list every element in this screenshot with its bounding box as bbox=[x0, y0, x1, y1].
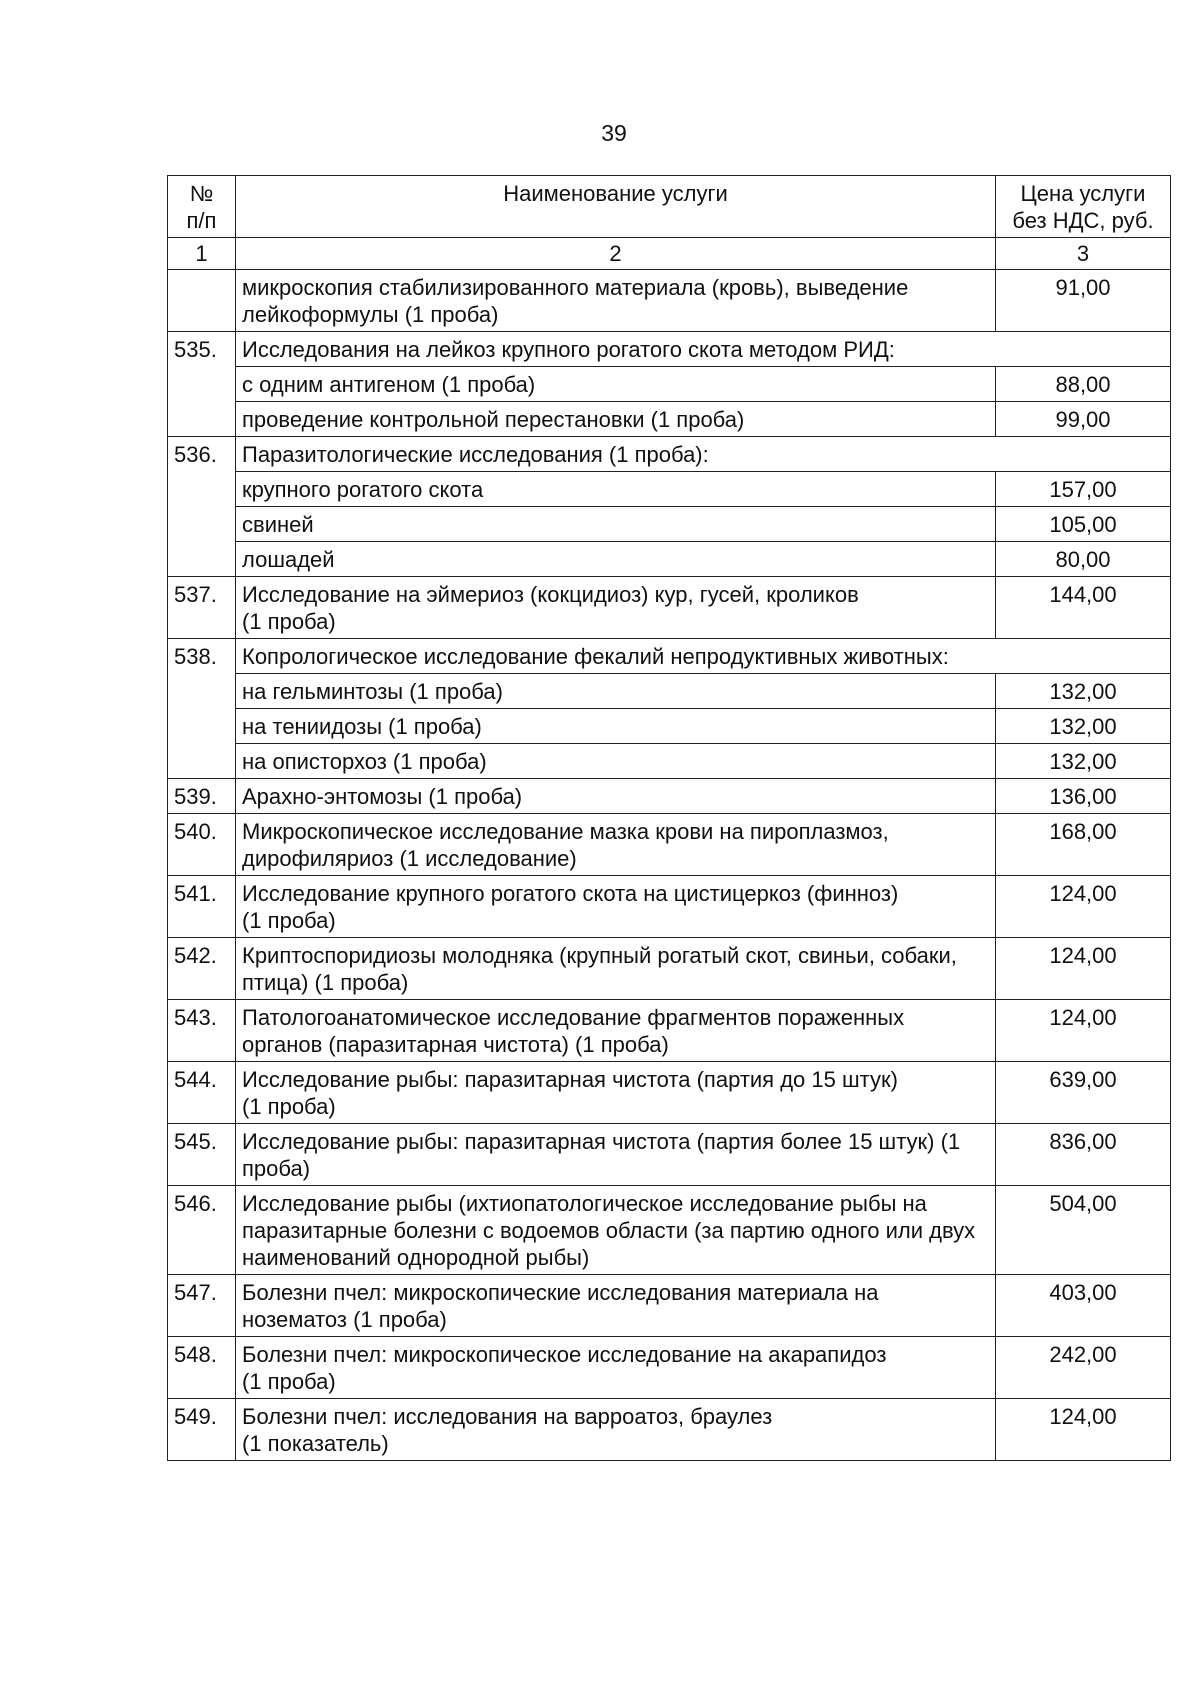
row-number: 544. bbox=[168, 1062, 236, 1124]
service-price: 88,00 bbox=[996, 367, 1171, 402]
service-name: Исследование рыбы: паразитарная чистота (партия более 15 штук) (1 проба) bbox=[236, 1124, 996, 1186]
header-num: № п/п bbox=[168, 176, 236, 238]
service-name: Микроскопическое исследование мазка крови на пироплазмоз, дирофиляриоз (1 исследование) bbox=[236, 814, 996, 876]
row-number: 543. bbox=[168, 1000, 236, 1062]
service-name: микроскопия стабилизированного материала (кровь), выведение лейкоформулы (1 проба) bbox=[236, 270, 996, 332]
table-subrow bbox=[168, 367, 1171, 402]
row-number: 537. bbox=[168, 577, 236, 639]
row-number: 536. bbox=[168, 437, 236, 577]
service-name: Арахно-энтомозы (1 проба) bbox=[236, 779, 996, 814]
table-row bbox=[168, 1186, 1171, 1275]
service-name: на тениидозы (1 проба) bbox=[236, 709, 996, 744]
row-number: 539. bbox=[168, 779, 236, 814]
service-name: на описторхоз (1 проба) bbox=[236, 744, 996, 779]
table-body bbox=[168, 176, 1171, 1461]
column-number: 2 bbox=[236, 238, 996, 270]
service-name: на гельминтозы (1 проба) bbox=[236, 674, 996, 709]
table-subrow bbox=[168, 507, 1171, 542]
row-number bbox=[168, 270, 236, 332]
header-price: Цена услуги без НДС, руб. bbox=[996, 176, 1171, 238]
service-price: 132,00 bbox=[996, 709, 1171, 744]
service-price: 91,00 bbox=[996, 270, 1171, 332]
service-price: 132,00 bbox=[996, 744, 1171, 779]
service-price: 124,00 bbox=[996, 1399, 1171, 1461]
column-number: 1 bbox=[168, 238, 236, 270]
service-name: Исследование рыбы (ихтиопатологическое исследование рыбы на паразитарные болезни с водоемов области (за партию одного или двух наименований однородной рыбы) bbox=[236, 1186, 996, 1275]
service-name: лошадей bbox=[236, 542, 996, 577]
service-name: Болезни пчел: микроскопические исследования материала на нозематоз (1 проба) bbox=[236, 1275, 996, 1337]
service-price: 157,00 bbox=[996, 472, 1171, 507]
table-row bbox=[168, 437, 1171, 472]
column-number: 3 bbox=[996, 238, 1171, 270]
row-number: 546. bbox=[168, 1186, 236, 1275]
price-table bbox=[167, 175, 1171, 1461]
table-subrow bbox=[168, 402, 1171, 437]
row-number: 540. bbox=[168, 814, 236, 876]
table-subrow bbox=[168, 744, 1171, 779]
table-row bbox=[168, 779, 1171, 814]
row-number: 535. bbox=[168, 332, 236, 437]
table-row bbox=[168, 270, 1171, 332]
service-price: 639,00 bbox=[996, 1062, 1171, 1124]
table-row bbox=[168, 1275, 1171, 1337]
table-row bbox=[168, 1337, 1171, 1399]
service-price: 124,00 bbox=[996, 1000, 1171, 1062]
service-name: Болезни пчел: микроскопическое исследование на акарапидоз (1 проба) bbox=[236, 1337, 996, 1399]
table-subrow bbox=[168, 542, 1171, 577]
service-price: 132,00 bbox=[996, 674, 1171, 709]
service-price: 124,00 bbox=[996, 876, 1171, 938]
table-row bbox=[168, 814, 1171, 876]
group-heading: Исследования на лейкоз крупного рогатого скота методом РИД: bbox=[236, 332, 1171, 367]
group-heading: Копрологическое исследование фекалий непродуктивных животных: bbox=[236, 639, 1171, 674]
service-price: 242,00 bbox=[996, 1337, 1171, 1399]
service-name: крупного рогатого скота bbox=[236, 472, 996, 507]
service-price: 504,00 bbox=[996, 1186, 1171, 1275]
table-row bbox=[168, 577, 1171, 639]
table-row bbox=[168, 1124, 1171, 1186]
row-number: 538. bbox=[168, 639, 236, 779]
table-row bbox=[168, 332, 1171, 367]
service-price: 99,00 bbox=[996, 402, 1171, 437]
service-price: 105,00 bbox=[996, 507, 1171, 542]
table-subrow bbox=[168, 674, 1171, 709]
header-row bbox=[168, 176, 1171, 238]
row-number: 548. bbox=[168, 1337, 236, 1399]
service-price: 124,00 bbox=[996, 938, 1171, 1000]
row-number: 545. bbox=[168, 1124, 236, 1186]
table-row bbox=[168, 876, 1171, 938]
table-row bbox=[168, 938, 1171, 1000]
service-name: свиней bbox=[236, 507, 996, 542]
service-price: 136,00 bbox=[996, 779, 1171, 814]
header-name: Наименование услуги bbox=[236, 176, 996, 238]
column-numbers-row bbox=[168, 238, 1171, 270]
row-number: 541. bbox=[168, 876, 236, 938]
service-price: 168,00 bbox=[996, 814, 1171, 876]
row-number: 542. bbox=[168, 938, 236, 1000]
table-subrow bbox=[168, 709, 1171, 744]
service-price: 80,00 bbox=[996, 542, 1171, 577]
row-number: 549. bbox=[168, 1399, 236, 1461]
service-name: Исследование рыбы: паразитарная чистота (партия до 15 штук) (1 проба) bbox=[236, 1062, 996, 1124]
service-name: Исследование на эймериоз (кокцидиоз) кур, гусей, кроликов (1 проба) bbox=[236, 577, 996, 639]
row-number: 547. bbox=[168, 1275, 236, 1337]
table-subrow bbox=[168, 472, 1171, 507]
table-row bbox=[168, 1399, 1171, 1461]
group-heading: Паразитологические исследования (1 проба): bbox=[236, 437, 1171, 472]
service-price: 836,00 bbox=[996, 1124, 1171, 1186]
table-row bbox=[168, 1000, 1171, 1062]
service-price: 144,00 bbox=[996, 577, 1171, 639]
service-name: Патологоанатомическое исследование фрагментов пораженных органов (паразитарная чистота) (1 проба) bbox=[236, 1000, 996, 1062]
service-name: Криптоспоридиозы молодняка (крупный рогатый скот, свиньи, собаки, птица) (1 проба) bbox=[236, 938, 996, 1000]
service-name: Болезни пчел: исследования на варроатоз, браулез (1 показатель) bbox=[236, 1399, 996, 1461]
table-row bbox=[168, 639, 1171, 674]
service-name: с одним антигеном (1 проба) bbox=[236, 367, 996, 402]
table-row bbox=[168, 1062, 1171, 1124]
page-number: 39 bbox=[601, 120, 627, 146]
service-price: 403,00 bbox=[996, 1275, 1171, 1337]
service-name: проведение контрольной перестановки (1 проба) bbox=[236, 402, 996, 437]
service-name: Исследование крупного рогатого скота на цистицеркоз (финноз) (1 проба) bbox=[236, 876, 996, 938]
